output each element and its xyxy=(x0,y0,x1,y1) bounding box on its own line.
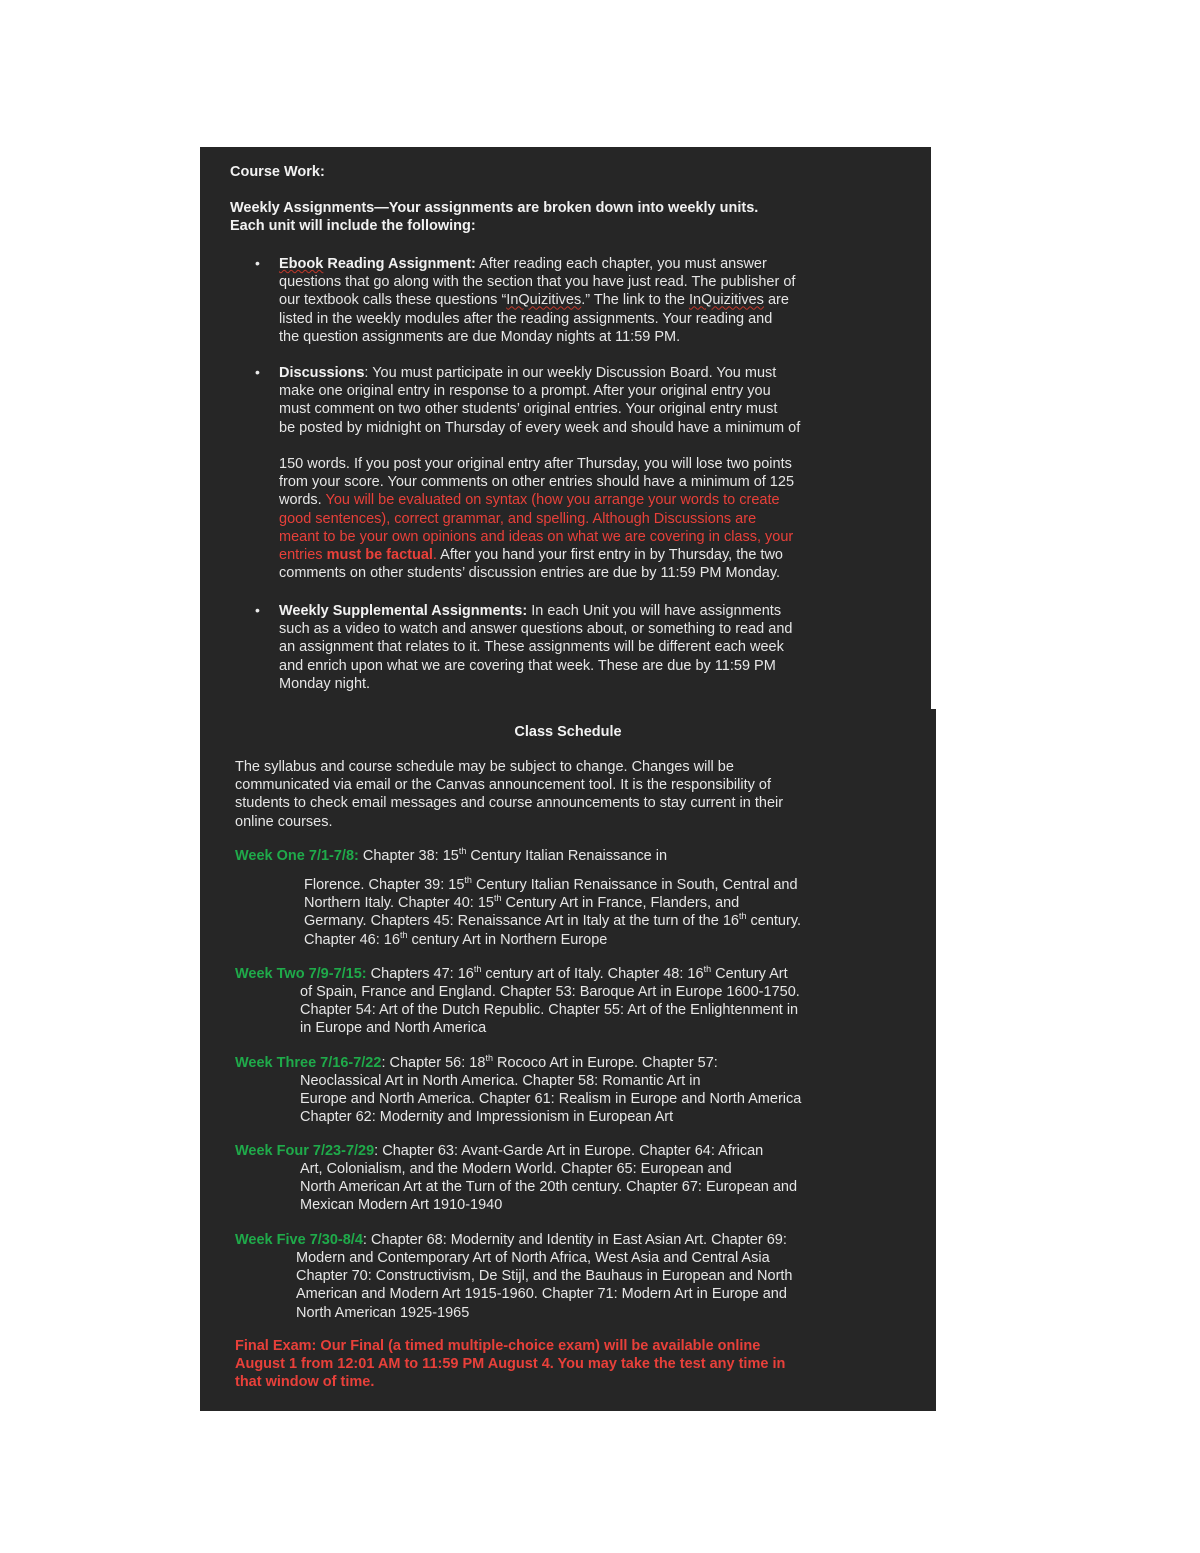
bullet-icon: • xyxy=(255,602,260,618)
week-one-details: Florence. Chapter 39: 15th Century Italian Renaissance in South, Central and Northern Italy. Chapter 40: 15th Century Art in France, Flanders, and Germany. Chapters 45: Renaissance Art in Italy at the turn of the 16th century. Chapter 46: 16th century Art in Northern Europe xyxy=(304,875,802,948)
schedule-intro: The syllabus and course schedule may be subject to change. Changes will be communicated via email or the Canvas announcement tool. It is the responsibility of students to check email messages and course announcements to stay current in their online courses. xyxy=(235,759,784,830)
ebook-reading-item: Ebook Reading Assignment: After reading each chapter, you must answer questions that go along with the section that you have just read. The publisher of our textbook calls these questions “InQuizitives.” The link to the InQuizitives are listed in the weekly modules after the reading assignments. Your reading and the question assignments are due Monday nights at 11:59 PM. xyxy=(279,256,796,345)
discussions-item-continued: 150 words. If you post your original entry after Thursday, you will lose two points from your score. Your comments on other entries should have a minimum of 125 words. You will be evaluated on syntax (how you arrange your words to create good sentences), correct grammar, and spelling. Although Discussions are meant to be your own opinions and ideas on what we are covering in class, your entries must be factual. After you hand your first entry in by Thursday, the two comments on other students’ discussion entries are due by 11:59 PM Monday. xyxy=(279,456,795,582)
course-work-heading: Course Work: xyxy=(230,164,325,180)
week-five-details: Modern and Contemporary Art of North Africa, West Asia and Central Asia Chapter 70: Constructivism, De Stijl, and the Bauhaus in European and North American and Modern Art 1915-1960. Chapter 71: Modern Art in Europe and North American 1925-1965 xyxy=(296,1250,793,1321)
weekly-assignments-intro: Weekly Assignments—Your assignments are broken down into weekly units. Each unit will include the following: xyxy=(230,200,759,235)
supplemental-item: Weekly Supplemental Assignments: In each Unit you will have assignments such as a video to watch and answer questions about, or something to read and an assignment that relates to it. These assignments will be different each week and enrich upon what we are covering that week. These are due by 11:59 PM Monday night. xyxy=(279,603,793,692)
bullet-icon: • xyxy=(255,364,260,380)
week-five-entry: Week Five 7/30-8/4: Chapter 68: Modernity and Identity in East Asian Art. Chapter 69: xyxy=(235,1232,787,1248)
class-schedule-heading: Class Schedule xyxy=(514,724,622,740)
discussions-item: Discussions: You must participate in our weekly Discussion Board. You must make one original entry in response to a prompt. After your original entry you must comment on two other students’ original entries. Your original entry must be posted by midnight on Thursday of every week and should have a minimum of xyxy=(279,365,801,436)
week-three-entry: Week Three 7/16-7/22: Chapter 56: 18th Rococo Art in Europe. Chapter 57: xyxy=(235,1053,718,1071)
week-one-entry: Week One 7/1-7/8: Chapter 38: 15th Century Italian Renaissance in xyxy=(235,846,668,864)
final-exam-notice: Final Exam: Our Final (a timed multiple-choice exam) will be available online August 1 from 12:01 AM to 11:59 PM August 4. You may take the test any time in that window of time. xyxy=(235,1338,786,1391)
week-two-details: of Spain, France and England. Chapter 53: Baroque Art in Europe 1600-1750. Chapter 54: Art of the Dutch Republic. Chapter 55: Art of the Enlightenment in in Europe and North America xyxy=(300,984,800,1037)
week-two-entry: Week Two 7/9-7/15: Chapters 47: 16th century art of Italy. Chapter 48: 16th Century Art xyxy=(235,964,788,982)
week-three-details: Neoclassical Art in North America. Chapter 58: Romantic Art in Europe and North America. Chapter 61: Realism in Europe and North America Chapter 62: Modernity and Impressionism in European Art xyxy=(300,1073,802,1126)
bullet-icon: • xyxy=(255,255,260,271)
week-four-details: Art, Colonialism, and the Modern World. Chapter 65: European and North American Art at the Turn of the 20th century. Chapter 67: European and Mexican Modern Art 1910-1940 xyxy=(300,1161,798,1214)
week-four-entry: Week Four 7/23-7/29: Chapter 63: Avant-Garde Art in Europe. Chapter 64: African xyxy=(235,1143,764,1159)
